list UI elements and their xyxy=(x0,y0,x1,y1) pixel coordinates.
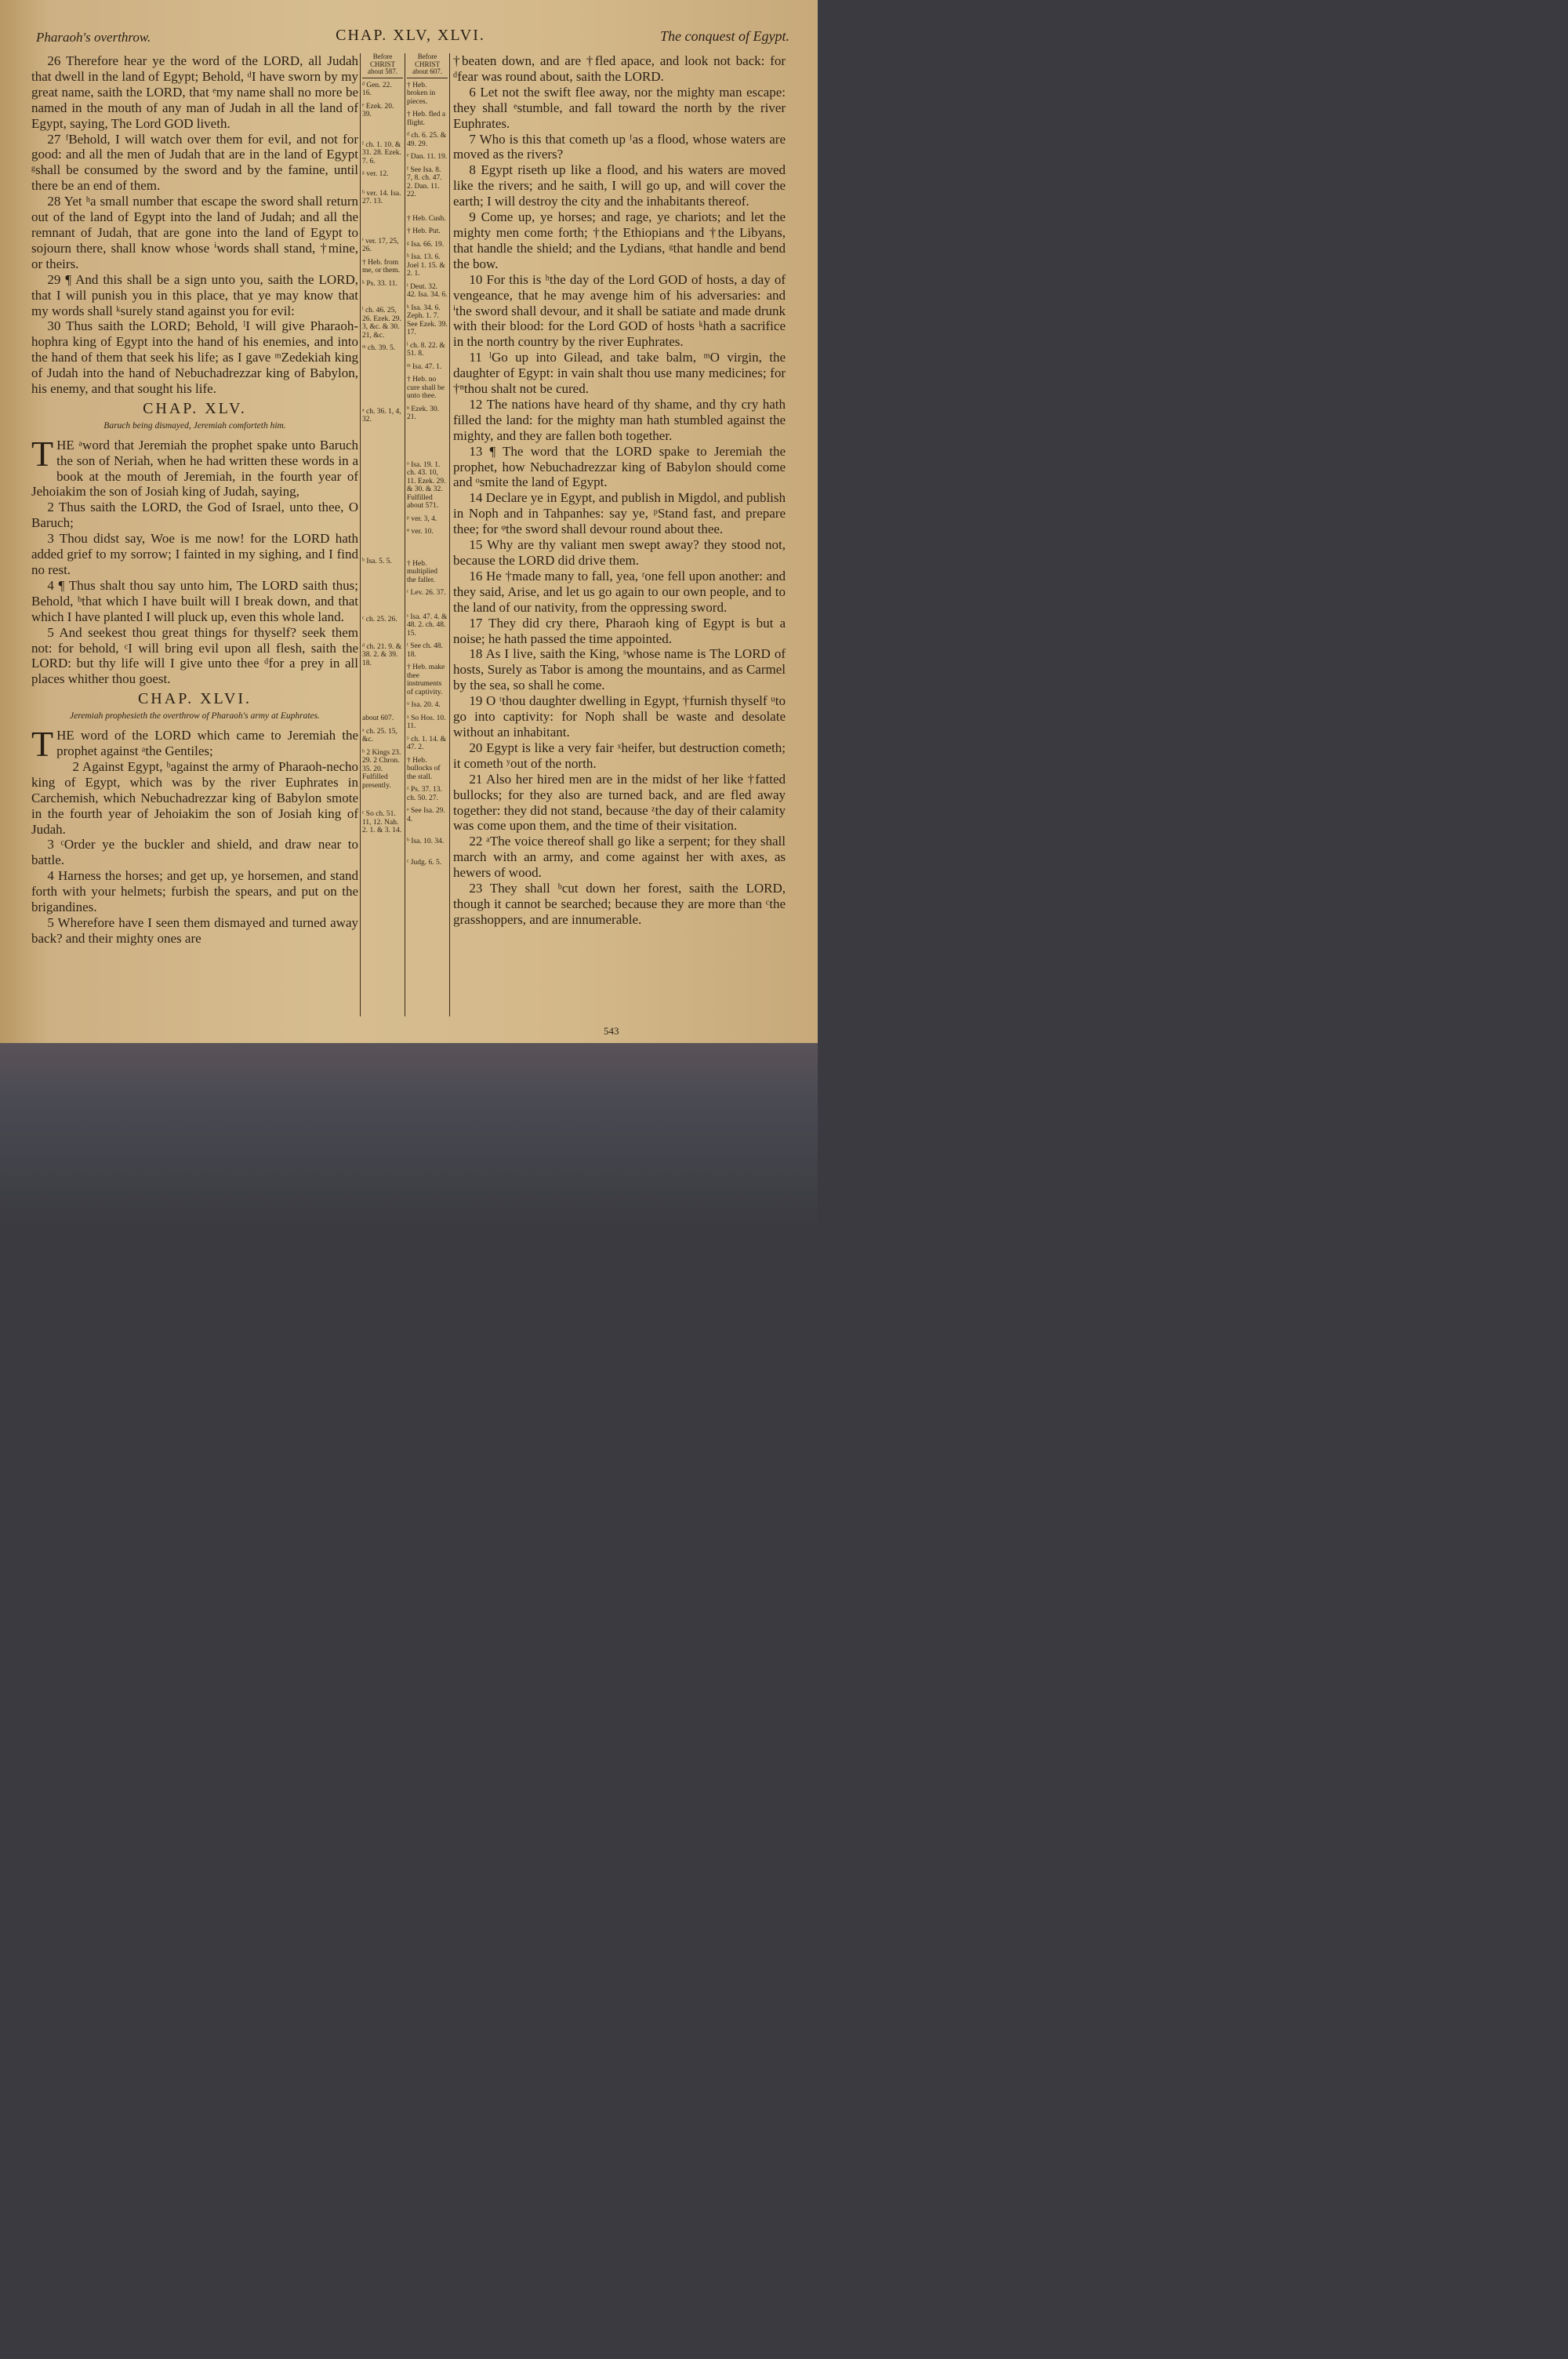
margin-note: ᵇ Isa. 10. 34. xyxy=(407,838,445,845)
verse: 3 ᶜOrder ye the buckler and shield, and draw near to battle. xyxy=(31,837,358,868)
verse: 27 ᶠBehold, I will watch over them for evil, and not for good: and all the men of Judah that are in the land of Egypt ᵍshall be consumed by the sword and by the famine, until there be an end of them. xyxy=(31,131,358,194)
margin-note: ᵐ Isa. 47. 1. xyxy=(407,362,442,371)
margin-note: ᵈ ch. 6. 25. & 49. 29. xyxy=(407,132,447,148)
margin-note: † Heb. broken in pieces. xyxy=(407,81,436,106)
verse: †beaten down, and are †fled apace, and look not back: for ᵈfear was round about, saith the LORD. xyxy=(453,53,786,84)
book-page xyxy=(0,0,818,1051)
margin-note: ᵃ See Isa. 29. 4. xyxy=(407,807,445,823)
verse: 4 ¶ Thus shalt thou say unto him, The LORD saith thus; Behold, ᵇthat which I have built will I break down, and that which I have planted I will pluck up, even this whole land. xyxy=(31,577,358,624)
chapter-summary: Jeremiah prophesieth the overthrow of Pharaoh's army at Euphrates. xyxy=(70,711,320,722)
verse: 6 Let not the swift flee away, nor the mighty man escape: they shall ᵉstumble, and fall toward the north by the river Euphrates. xyxy=(453,84,786,131)
margin-note: ᶻ Ps. 37. 13. ch. 50. 27. xyxy=(407,786,442,802)
drop-cap: T xyxy=(31,724,54,765)
margin-note: ˣ So Hos. 10. 11. xyxy=(407,714,446,730)
verse: 21 Also her hired men are in the midst of her like †fatted bullocks; for they also are turned back, and are fled away together: they did not stand, because ᶻthe day of their calamity was come upon them, and the time of their visitation. xyxy=(453,771,786,834)
margin-note: ˢ Isa. 47. 4. & 48. 2. ch. 48. 15. xyxy=(407,612,448,638)
running-head-right: The conquest of Egypt. xyxy=(660,28,789,44)
margin-note: ᵠ ver. 10. xyxy=(407,528,434,536)
chapter-heading: CHAP. XLV. xyxy=(143,399,247,417)
verse: 17 They did cry there, Pharaoh king of Egypt is but a noise; he hath passed the time appointed. xyxy=(453,615,786,646)
margin-note: ⁱ Deut. 32. 42. Isa. 34. 6. xyxy=(407,282,448,299)
verse: 23 They shall ᵇcut down her forest, saith the LORD, though it cannot be searched; because they are more than ᶜthe grasshoppers, and are innumerable. xyxy=(453,881,786,927)
margin-note: ᵖ ver. 3, 4. xyxy=(407,514,437,523)
margin-note: † Heb. Cush. xyxy=(407,214,446,223)
running-head-center: CHAP. XLV, XLVI. xyxy=(336,27,485,44)
verse: 28 Yet ʰa small number that escape the sword shall return out of the land of Egypt into the land of Judah; and all the remnant of Judah, that are gone into the land of Egypt to sojourn there, shall know whose ⁱwords shall stand, †mine, or theirs. xyxy=(31,194,358,271)
margin-note: ᵘ Isa. 20. 4. xyxy=(407,701,441,709)
margin-references-a xyxy=(362,53,403,840)
chapter-summary: Baruch being dismayed, Jeremiah comforteth him. xyxy=(103,420,286,431)
verse-text: HE ᵃword that Jeremiah the prophet spake unto Baruch the son of Neriah, when he had written these words in a book at the mouth of Jeremiah, in the fourth year of Jehoiakim the son of Josiah king of Judah, saying, xyxy=(31,437,358,500)
margin-note: ᵗ See ch. 48. 18. xyxy=(407,642,443,659)
margin-note: ʸ ch. 1. 14. & 47. 2. xyxy=(407,735,447,751)
verse: 8 Egypt riseth up like a flood, and his waters are moved like the rivers; and he saith, I will go up, and will cover the earth; I will destroy the city and the inhabitants thereof. xyxy=(453,162,786,209)
left-text-column xyxy=(31,53,358,947)
column-rule xyxy=(449,53,450,1016)
margin-note: ᵏ Ps. 33. 11. xyxy=(362,279,397,288)
margin-note: ᵈ Gen. 22. 16. xyxy=(362,81,392,97)
verse: 5 And seekest thou great things for thyself? seek them not: for behold, ᶜI will bring evil upon all flesh, saith the LORD: but thy life will I give unto thee ᵈfor a prey in all places whither thou goest. xyxy=(31,624,358,687)
right-text-column xyxy=(453,53,786,928)
margin-note: ˡ ch. 46. 25, 26. Ezek. 29. 3, &c. & 30. 21, &c. xyxy=(362,307,401,340)
verse: 20 Egypt is like a very fair ˣheifer, but destruction cometh; it cometh ʸout of the north. xyxy=(453,740,786,771)
column-rule xyxy=(360,53,361,1016)
margin-note: ᵍ ver. 12. xyxy=(362,170,389,178)
verse: 10 For this is ʰthe day of the Lord GOD of hosts, a day of vengeance, that he may avenge him of his adversaries: and ⁱthe sword shall devour, and it shall be satiate and made drunk with their blood: for the Lord GOD of hosts ᵏhath a sacrifice in the north country by the river Euphrates. xyxy=(453,271,786,350)
margin-note: ᵍ Isa. 66. 19. xyxy=(407,240,445,249)
margin-note: ⁿ Ezek. 30. 21. xyxy=(407,405,439,421)
margin-note: † Heb. no cure shall be unto thee. xyxy=(407,376,445,400)
verse: 13 ¶ The word that the LORD spake to Jeremiah the prophet, how Nebuchadrezzar king of Babylon should come and ᵒsmite the land of Egypt. xyxy=(453,443,786,490)
margin-note: ᵉ Dan. 11. 19. xyxy=(407,153,448,161)
verse: 19 O ᵗthou daughter dwelling in Egypt, †furnish thyself ᵘto go into captivity: for Noph shall be waste and desolate without an inhabitant. xyxy=(453,693,786,740)
verse: 15 Why are thy valiant men swept away? they stood not, because the LORD did drive them. xyxy=(453,537,786,568)
page-number: 543 xyxy=(604,1025,619,1037)
margin-note: ᶜ ch. 25. 26. xyxy=(362,616,397,623)
margin-note: ⁱ ver. 17, 25, 26. xyxy=(362,237,399,253)
margin-note: ʳ Lev. 26. 37. xyxy=(407,589,446,597)
margin-note: † Heb. multiplied the faller. xyxy=(407,559,438,584)
verse: 5 Wherefore have I seen them dismayed and turned away back? and their mighty ones are xyxy=(31,914,358,946)
verse: 30 Thus saith the LORD; Behold, ˡI will give Pharaoh-hophra king of Egypt into the hand of his enemies, and into the hand of them that seek his life; as I gave ᵐZedekiah king of Judah into the hand of Nebuchadrezzar king of Babylon, his enemy, and that sought his life. xyxy=(31,318,358,397)
margin-note: ᵃ ch. 36. 1, 4, 32. xyxy=(362,407,401,423)
margin-note: ᵏ Isa. 34. 6. Zeph. 1. 7. See Ezek. 39. 17. xyxy=(407,304,448,336)
before-christ-label: Before CHRIST about 587. xyxy=(362,53,403,78)
verse: 11 ˡGo up into Gilead, and take balm, ᵐO virgin, the daughter of Egypt: in vain shalt thou use many medicines; for †ⁿthou shalt not be cured. xyxy=(453,350,786,397)
margin-note: ᵇ 2 Kings 23. 29. 2 Chron. 35. 20. Fulfilled presently. xyxy=(362,748,401,790)
page-header xyxy=(31,25,789,49)
margin-note: ʰ Isa. 13. 6. Joel 1. 15. & 2. 1. xyxy=(407,253,445,278)
verse xyxy=(31,433,358,500)
margin-note: † Heb. Put. xyxy=(407,227,441,235)
margin-note: † Heb. make thee instruments of captivity. xyxy=(407,663,445,696)
background-surface xyxy=(0,1043,818,1230)
verse: 16 He †made many to fall, yea, ʳone fell upon another: and they said, Arise, and let us go again to our own people, and to the land of our nativity, from the oppressing sword. xyxy=(453,568,786,615)
verse: 18 As I live, saith the King, ˢwhose name is The LORD of hosts, Surely as Tabor is among the mountains, and as Carmel by the sea, so shall he come. xyxy=(453,646,786,693)
margin-note: ᶜ Judg. 6. 5. xyxy=(407,858,442,867)
margin-note: † Heb. from me, or them. xyxy=(362,258,401,274)
verse xyxy=(31,724,358,765)
verse: 22 ᵃThe voice thereof shall go like a serpent; for they shall march with an army, and come against her with axes, as hewers of wood. xyxy=(453,834,786,881)
verse: 3 Thou didst say, Woe is me now! for the LORD hath added grief to my sorrow; I fainted in my sighing, and I find no rest. xyxy=(31,531,358,577)
margin-note: ᵇ Isa. 5. 5. xyxy=(362,557,392,565)
chapter-heading: CHAP. XLVI. xyxy=(137,690,252,708)
verse: 12 The nations have heard of thy shame, and thy cry hath filled the land: for the mighty man hath stumbled against the mighty, and they are fallen both together. xyxy=(453,396,786,443)
verse-text: HE word of the LORD which came to Jeremiah the prophet against ᵃthe Gentiles; xyxy=(56,728,358,758)
margin-note: † Heb. fled a flight. xyxy=(407,111,446,127)
margin-note: ᵒ Isa. 19. 1. ch. 43. 10, 11. Ezek. 29. & 30. & 32. Fulfilled about 571. xyxy=(407,460,446,510)
verse: 4 Harness the horses; and get up, ye horsemen, and stand forth with your helmets; furbish the spears, and put on the brigandines. xyxy=(31,868,358,915)
running-head-left: Pharaoh's overthrow. xyxy=(36,30,151,45)
margin-note: ᵐ ch. 39. 5. xyxy=(362,344,396,352)
verse: 9 Come up, ye horses; and rage, ye chariots; and let the mighty men come forth; †the Ethiopians and †the Libyans, that handle the shield; and the Lydians, ᵍthat handle and bend the bow. xyxy=(453,209,786,271)
verse: 2 Thus saith the LORD, the God of Israel, unto thee, O Baruch; xyxy=(31,500,358,531)
verse: 29 ¶ And this shall be a sign unto you, saith the LORD, that I will punish you in this place, that ye may know that my words shall ᵏsurely stand against you for evil: xyxy=(31,271,358,318)
margin-note: ᵈ ch. 21. 9. & 38. 2. & 39. 18. xyxy=(362,642,402,667)
margin-note: ᵉ Ezek. 20. 39. xyxy=(362,102,394,118)
margin-note: † Heb. bullocks of the stall. xyxy=(407,756,441,781)
margin-references-b xyxy=(407,53,448,871)
margin-note: ᶜ So ch. 51. 11, 12. Nah. 2. 1. & 3. 14. xyxy=(362,810,402,834)
margin-note: ᶠ ch. 1. 10. & 31. 28. Ezek. 7. 6. xyxy=(362,140,401,165)
drop-cap: T xyxy=(31,433,54,474)
before-christ-label: Before CHRIST about 607. xyxy=(407,53,448,78)
margin-note: ʰ ver. 14. Isa. 27. 13. xyxy=(362,189,401,205)
verse: 2 Against Egypt, ᵇagainst the army of Pharaoh-necho king of Egypt, which was by the river Euphrates in Carchemish, which Nebuchadrezzar king of Babylon smote in the fourth year of Jehoiakim the son of Josiah king of Judah. xyxy=(31,758,358,837)
verse: 7 Who is this that cometh up ᶠas a flood, whose waters are moved as the rivers? xyxy=(453,131,786,162)
margin-note: about 607. xyxy=(362,714,394,722)
margin-note: ˡ ch. 8. 22. & 51. 8. xyxy=(407,341,445,358)
verse: 26 Therefore hear ye the word of the LORD, all Judah that dwell in the land of Egypt; Behold, ᵈI have sworn by my great name, saith the LORD, that ᵉmy name shall no more be named in the mouth of any man of Judah in all the land of Egypt, saying, The Lord GOD liveth. xyxy=(31,53,358,131)
margin-note: ᵃ ch. 25. 15, &c. xyxy=(362,727,397,743)
verse: 14 Declare ye in Egypt, and publish in Migdol, and publish in Noph and in Tahpanhes: say ye, ᵖStand fast, and prepare thee; for ᵠthe sword shall devour round about thee. xyxy=(453,490,786,537)
margin-note: ᶠ See Isa. 8. 7, 8. ch. 47. 2. Dan. 11. 22. xyxy=(407,165,442,198)
